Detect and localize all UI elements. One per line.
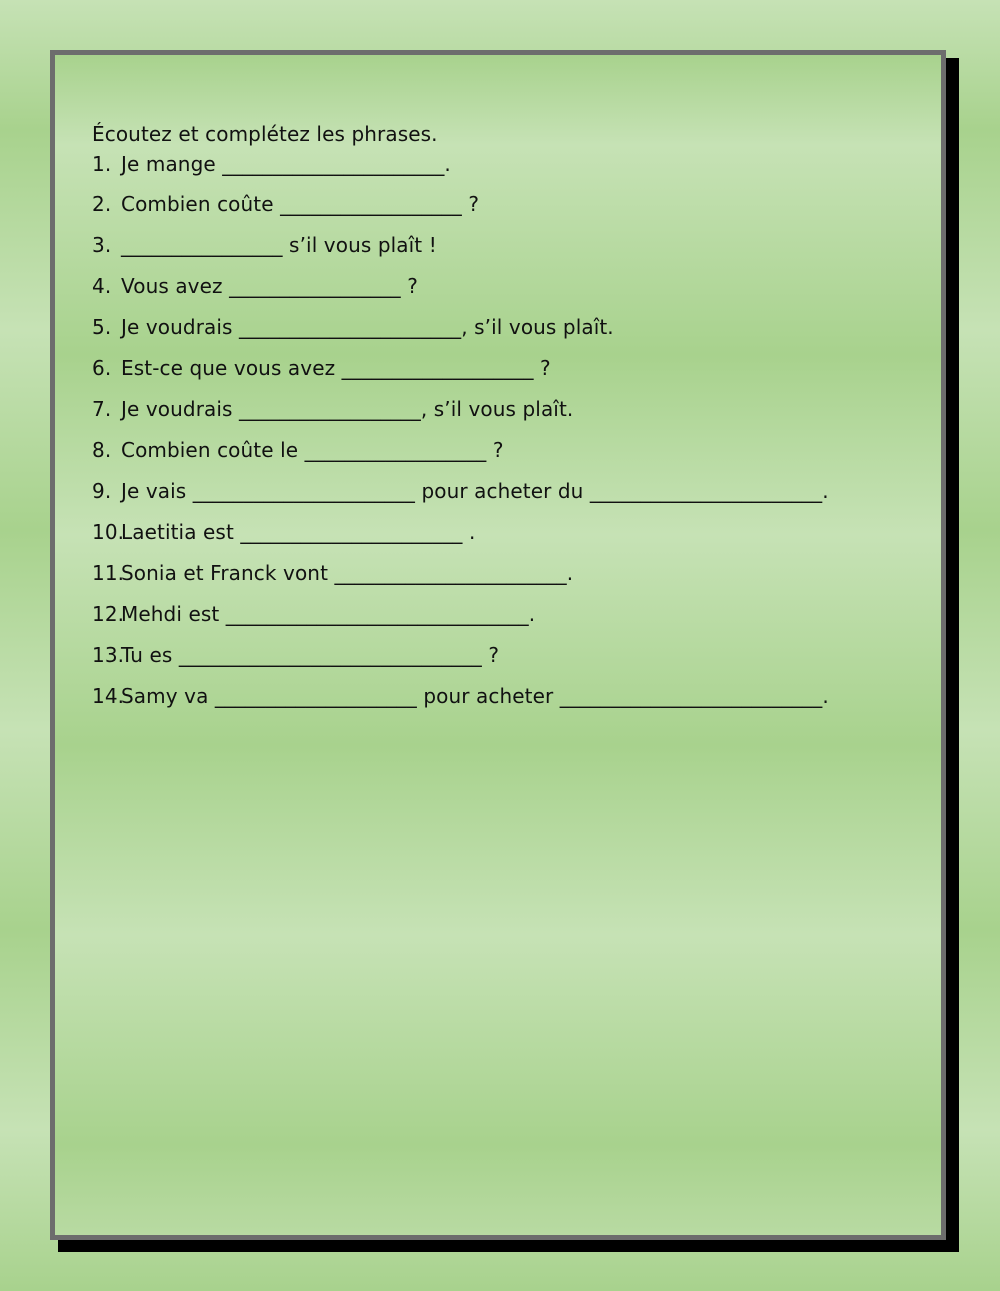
sentence-number: 5. (92, 315, 112, 339)
sentence-text: Est-ce que vous avez ___________________ ? (121, 356, 551, 380)
sentence-number: 13. (92, 643, 125, 667)
sentence-text: Samy va ____________________ pour acheter __________________________. (121, 684, 829, 708)
sentence-text: ________________ s’il vous plaît ! (121, 233, 437, 257)
sentence-text: Laetitia est ______________________ . (121, 520, 476, 544)
sentence-number: 2. (92, 192, 112, 216)
sentence-item (92, 599, 921, 640)
sentence-number: 6. (92, 356, 112, 380)
sentence-number: 8. (92, 438, 112, 462)
sentence-text: Vous avez _________________ ? (121, 274, 418, 298)
worksheet (50, 50, 946, 1240)
sentence-item (92, 230, 921, 271)
sentence-number: 12. (92, 602, 125, 626)
sentence-item (92, 476, 921, 517)
sentence-text: Je vais ______________________ pour acheter du _______________________. (121, 479, 829, 503)
sentence-item (92, 681, 921, 722)
sentence-text: Tu es ______________________________ ? (121, 643, 500, 667)
sentence-number: 4. (92, 274, 112, 298)
sentence-item (92, 640, 921, 681)
sentence-number: 1. (92, 152, 112, 176)
sentence-list (92, 149, 921, 722)
sentence-text: Combien coûte __________________ ? (121, 192, 480, 216)
sentence-number: 11. (92, 561, 125, 585)
sentence-text: Je voudrais ______________________, s’il vous plaît. (121, 315, 614, 339)
sentence-item (92, 394, 921, 435)
sentence-item (92, 353, 921, 394)
sentence-item (92, 149, 921, 189)
sentence-number: 14. (92, 684, 125, 708)
sentence-number: 3. (92, 233, 112, 257)
sentence-text: Je voudrais __________________, s’il vous plaît. (121, 397, 574, 421)
sentence-item (92, 312, 921, 353)
sentence-number: 10. (92, 520, 125, 544)
sentence-item (92, 517, 921, 558)
sentence-text: Sonia et Franck vont _______________________. (121, 561, 574, 585)
sentence-item (92, 189, 921, 230)
sentence-text: Combien coûte le __________________ ? (121, 438, 504, 462)
sentence-number: 7. (92, 397, 112, 421)
instruction-text: Écoutez et complétez les phrases. (92, 122, 438, 146)
sentence-item (92, 558, 921, 599)
sentence-item (92, 271, 921, 312)
worksheet-content (92, 119, 921, 722)
sentence-number: 9. (92, 479, 112, 503)
sentence-text: Je mange ______________________. (121, 152, 451, 176)
sentence-text: Mehdi est ______________________________. (121, 602, 536, 626)
sentence-item (92, 435, 921, 476)
